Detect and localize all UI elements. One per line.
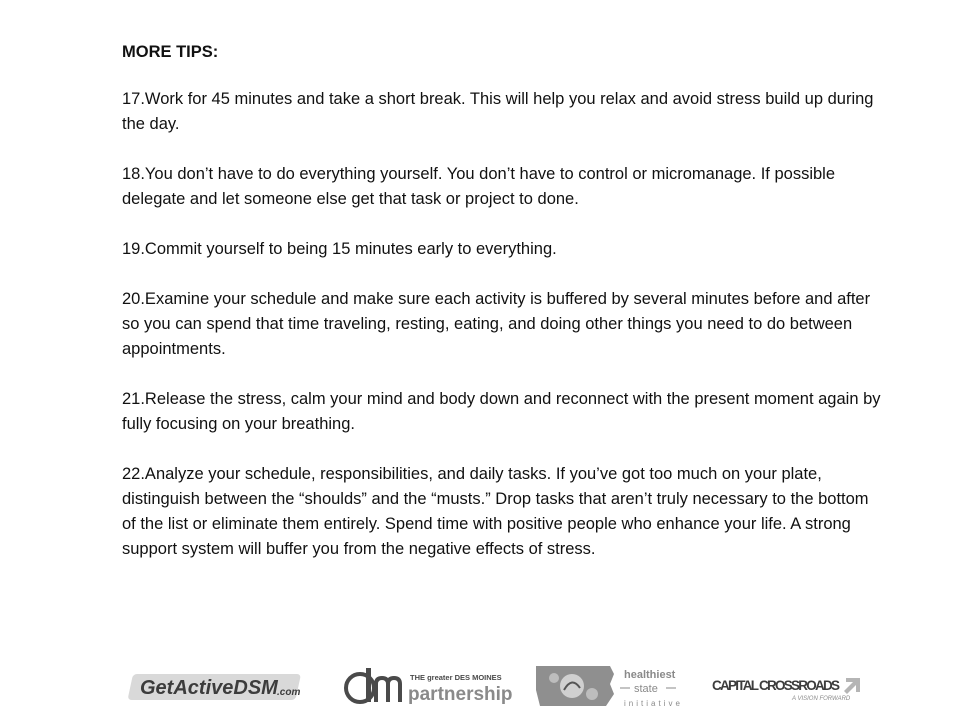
svg-text:partnership: partnership xyxy=(408,684,513,705)
tip-19: 19.Commit yourself to being 15 minutes early to everything. xyxy=(122,240,557,258)
sponsor-logos xyxy=(120,660,880,712)
tip-22: 22.Analyze your schedule, responsibilities, and daily tasks. If you’ve got too much on your plate, distinguish between the “shoulds” and the “musts.” Drop tasks that aren’t truly necessary to the bottom of the list or eliminate them entirely. Spend time with positive people who enhance your life. A strong support system will buffer you from the negative effects of stress. xyxy=(122,465,869,558)
svg-text:A VISION FORWARD: A VISION FORWARD xyxy=(792,696,851,702)
svg-text:.com: .com xyxy=(277,687,301,698)
svg-text:CAPITAL CROSSROADS: CAPITAL CROSSROADS xyxy=(712,678,840,693)
tip-18: 18.You don’t have to do everything yourself. You don’t have to control or micromanage. If possible delegate and let someone else get that task or project to done. xyxy=(122,165,836,208)
svg-text:state: state xyxy=(634,683,658,695)
partnership-logo xyxy=(342,660,513,712)
tip-21: 21.Release the stress, calm your mind and body down and reconnect with the present moment again by fully focusing on your breathing. xyxy=(122,390,881,433)
svg-text:initiative: initiative xyxy=(624,699,683,708)
tip-20: 20.Examine your schedule and make sure each activity is buffered by several minutes before and after so you can spend that time traveling, resting, eating, and doing other things you need to do between appointments. xyxy=(122,290,871,358)
page-title: MORE TIPS: xyxy=(122,43,219,61)
tips-content xyxy=(122,40,882,587)
svg-text:healthiest: healthiest xyxy=(624,669,676,681)
svg-text:GetActiveDSM: GetActiveDSM xyxy=(140,677,278,699)
svg-text:THE greater DES MOINES: THE greater DES MOINES xyxy=(410,673,502,682)
tip-17: 17.Work for 45 minutes and take a short break. This will help you relax and avoid stress build up during the day. xyxy=(122,90,874,133)
capital-crossroads-logo xyxy=(710,660,870,712)
getactivedsm-logo xyxy=(134,660,309,712)
healthiest-state-logo xyxy=(534,660,684,712)
